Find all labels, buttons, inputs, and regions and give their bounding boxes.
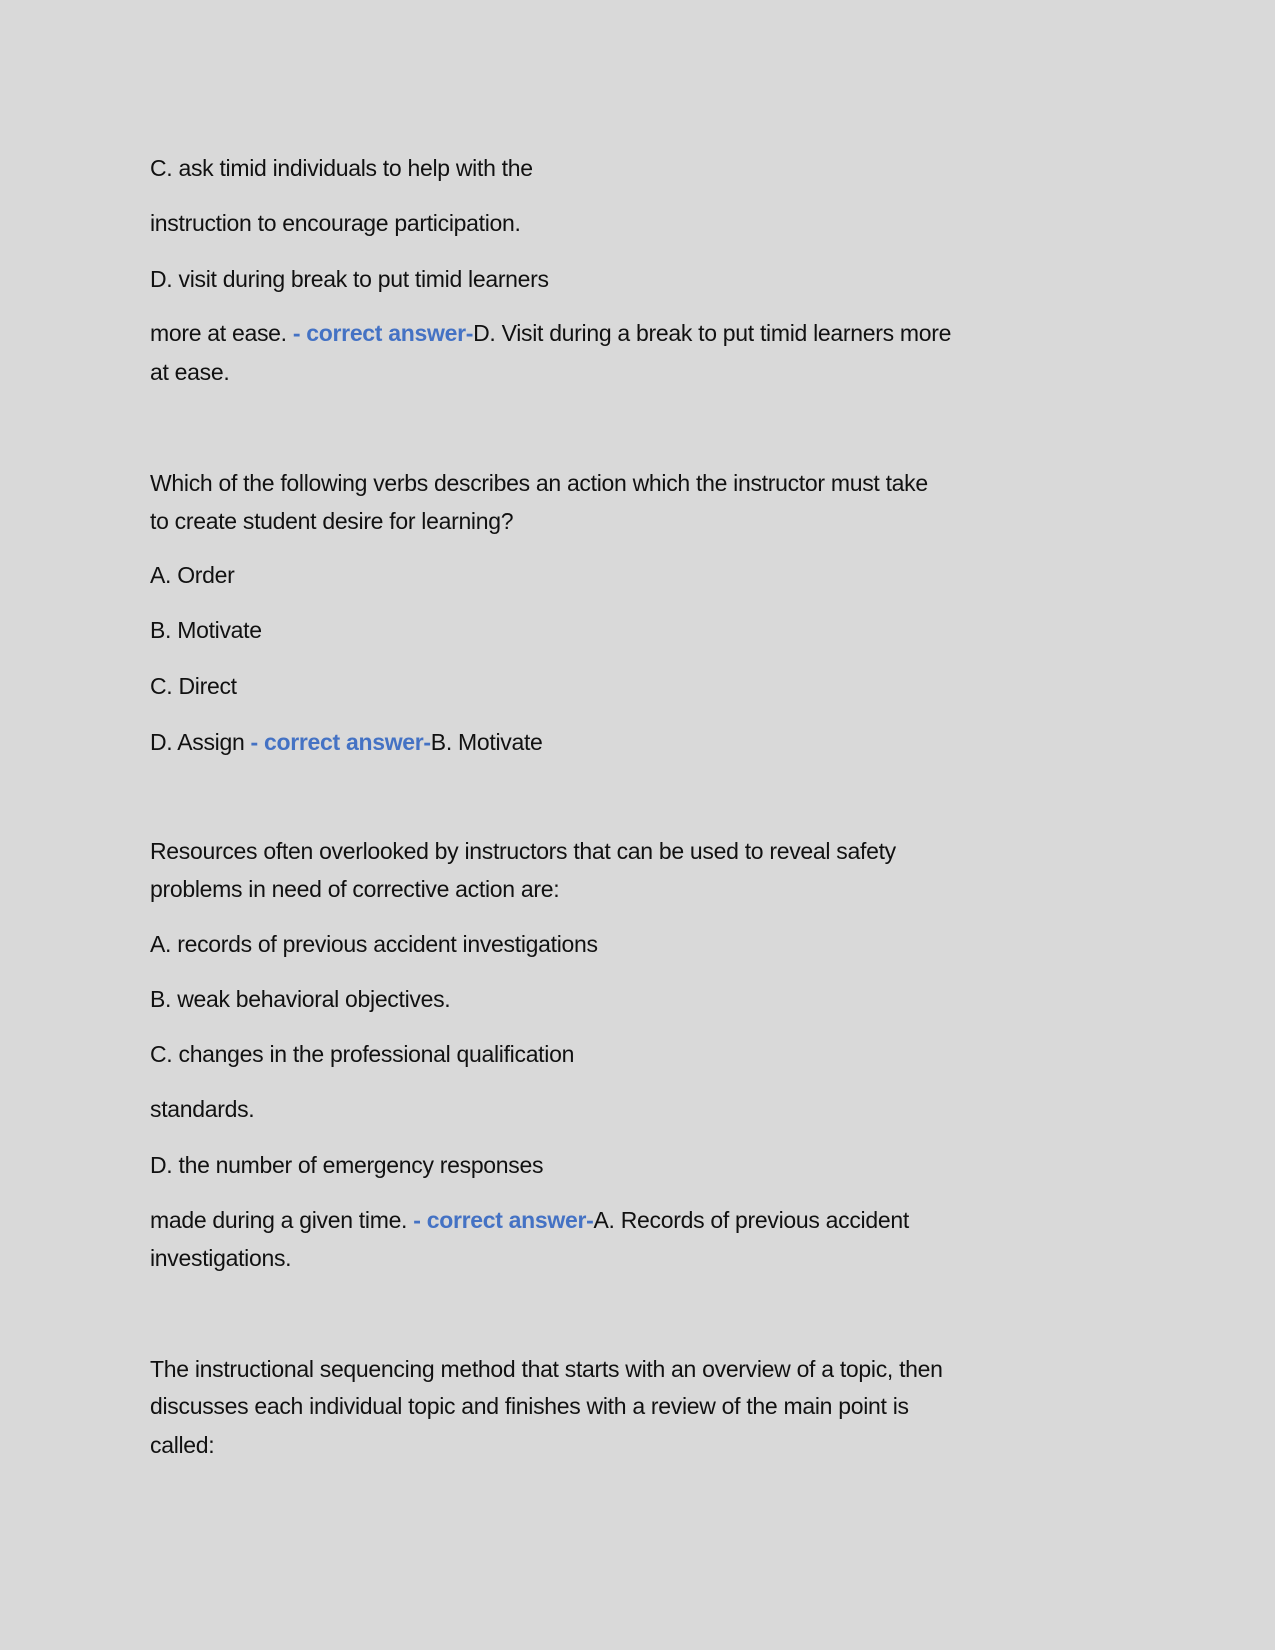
option-d-answer-line xyxy=(150,319,951,347)
option-c-line-2: standards. xyxy=(150,1096,255,1122)
option-d-line-1: D. the number of emergency responses xyxy=(150,1152,544,1178)
option-c: C. Direct xyxy=(150,673,237,699)
option-c-line-1: C. changes in the professional qualification xyxy=(150,1041,575,1067)
correct-answer-marker: - correct answer- xyxy=(292,320,474,346)
option-d: D. Assign xyxy=(150,729,251,755)
question-text-line-1: The instructional sequencing method that starts with an overview of a topic, then xyxy=(150,1356,943,1382)
question-text-line-1: Which of the following verbs describes an action which the instructor must take xyxy=(150,470,928,496)
question-text-line-2: problems in need of corrective action are: xyxy=(150,876,560,902)
answer-text: B. Motivate xyxy=(430,729,543,755)
option-a: A. Order xyxy=(150,562,235,588)
option-d-line-2: made during a given time. xyxy=(150,1207,414,1233)
answer-text-line-2: at ease. xyxy=(150,359,230,385)
option-b: B. Motivate xyxy=(150,617,262,643)
option-c-line-1: C. ask timid individuals to help with the xyxy=(150,155,533,181)
answer-text: A. Records of previous accident xyxy=(593,1207,909,1233)
option-d-answer-line xyxy=(150,728,543,756)
correct-answer-marker: - correct answer- xyxy=(413,1207,594,1233)
question-text-line-3: called: xyxy=(150,1432,215,1458)
option-c-line-2: instruction to encourage participation. xyxy=(150,210,521,236)
answer-text: D. Visit during a break to put timid learners more xyxy=(473,320,952,346)
question-text-line-2: discusses each individual topic and finishes with a review of the main point is xyxy=(150,1393,909,1419)
option-b: B. weak behavioral objectives. xyxy=(150,986,451,1012)
question-text-line-1: Resources often overlooked by instructors that can be used to reveal safety xyxy=(150,838,896,864)
option-d-line-2: more at ease. xyxy=(150,320,293,346)
correct-answer-marker: - correct answer- xyxy=(250,729,431,755)
option-a: A. records of previous accident investigations xyxy=(150,931,598,957)
question-text-line-2: to create student desire for learning? xyxy=(150,508,514,534)
option-d-line-1: D. visit during break to put timid learners xyxy=(150,266,549,292)
answer-text-line-2: investigations. xyxy=(150,1245,292,1271)
option-d-answer-line xyxy=(150,1206,909,1234)
